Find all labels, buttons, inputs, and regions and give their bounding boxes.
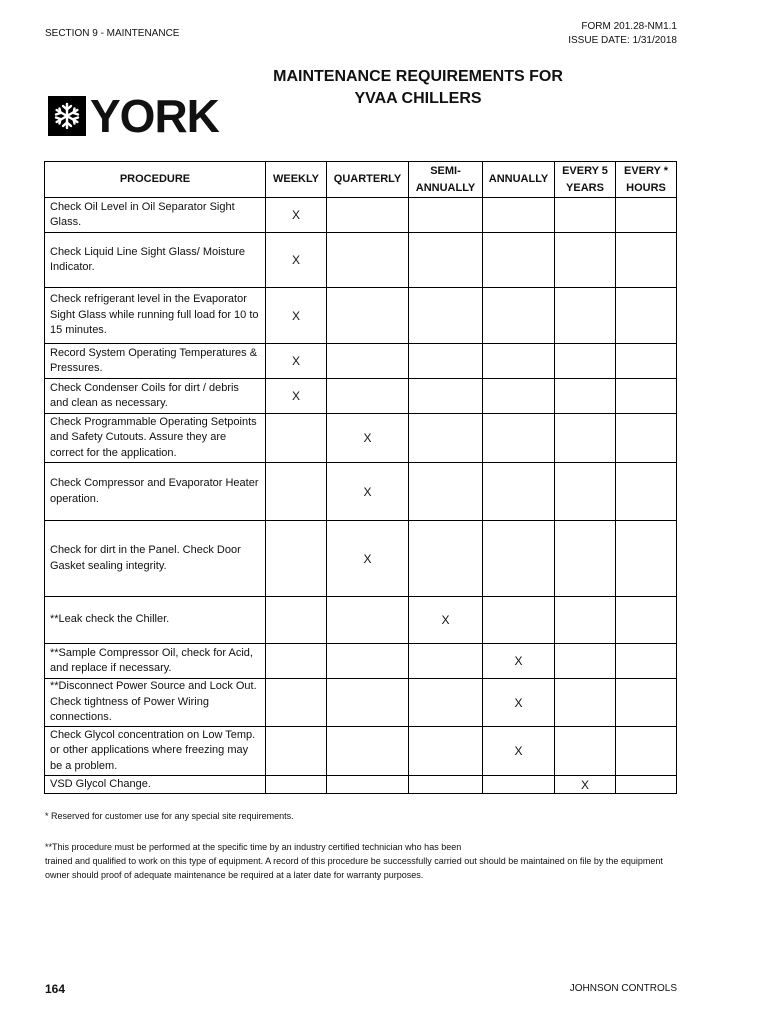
mark-quarterly: [327, 198, 409, 233]
mark-weekly: X: [266, 379, 327, 414]
title-line-2: YVAA CHILLERS: [354, 90, 482, 107]
header-every-hours: EVERY * HOURS: [616, 162, 677, 198]
mark-every-hours: [616, 233, 677, 288]
header-quarterly: QUARTERLY: [327, 162, 409, 198]
mark-semi-annually: [409, 233, 483, 288]
mark-quarterly: [327, 597, 409, 644]
mark-quarterly: X: [327, 463, 409, 521]
form-info: [568, 20, 677, 48]
procedure-cell: VSD Glycol Change.: [45, 776, 266, 794]
mark-every-5-years: [555, 198, 616, 233]
mark-quarterly: [327, 288, 409, 344]
mark-semi-annually: [409, 379, 483, 414]
issue-date: ISSUE DATE: 1/31/2018: [568, 35, 677, 46]
procedure-cell: Check Oil Level in Oil Separator Sight Glass.: [45, 198, 266, 233]
mark-weekly: [266, 521, 327, 597]
procedure-cell: Check Glycol concentration on Low Temp. or other applications where freezing may be a problem.: [45, 727, 266, 776]
title-line-1: MAINTENANCE REQUIREMENTS FOR: [273, 68, 563, 85]
mark-every-5-years: X: [555, 776, 616, 794]
table-row: [45, 379, 677, 414]
mark-annually: [483, 344, 555, 379]
mark-weekly: X: [266, 344, 327, 379]
header-every-5-years: EVERY 5 YEARS: [555, 162, 616, 198]
mark-every-5-years: [555, 288, 616, 344]
mark-every-hours: [616, 776, 677, 794]
mark-quarterly: [327, 233, 409, 288]
footnote-line-2: trained and qualified to work on this type of equipment. A record of this procedure be successfully carried out should be maintained on file by the equipment owner should proof of adequate maintenance be required at a later date for warranty purposes.: [45, 856, 663, 880]
header-semi-annually: SEMI- ANNUALLY: [409, 162, 483, 198]
mark-quarterly: [327, 344, 409, 379]
mark-quarterly: [327, 727, 409, 776]
procedure-cell: Check Liquid Line Sight Glass/ Moisture Indicator.: [45, 233, 266, 288]
mark-every-hours: [616, 679, 677, 727]
mark-every-5-years: [555, 233, 616, 288]
mark-weekly: [266, 679, 327, 727]
mark-annually: [483, 379, 555, 414]
mark-semi-annually: [409, 521, 483, 597]
mark-every-hours: [616, 288, 677, 344]
mark-annually: [483, 521, 555, 597]
mark-every-5-years: [555, 379, 616, 414]
mark-weekly: [266, 414, 327, 463]
mark-every-hours: [616, 344, 677, 379]
table-header-row: [45, 162, 677, 198]
mark-quarterly: [327, 679, 409, 727]
mark-every-5-years: [555, 463, 616, 521]
page-number: 164: [45, 982, 66, 996]
procedure-cell: Check refrigerant level in the Evaporator Sight Glass while running full load for 10 to 15 minutes.: [45, 288, 266, 344]
maintenance-table: [44, 161, 677, 794]
footnote-asterisk: * Reserved for customer use for any special site requirements.: [45, 811, 294, 821]
mark-annually: [483, 597, 555, 644]
mark-semi-annually: X: [409, 597, 483, 644]
mark-annually: X: [483, 727, 555, 776]
mark-every-5-years: [555, 344, 616, 379]
table-row: [45, 521, 677, 597]
mark-every-5-years: [555, 679, 616, 727]
mark-every-hours: [616, 597, 677, 644]
snowflake-icon: [48, 96, 86, 136]
procedure-cell: Check Compressor and Evaporator Heater operation.: [45, 463, 266, 521]
table-row: [45, 597, 677, 644]
procedure-cell: **Leak check the Chiller.: [45, 597, 266, 644]
mark-every-hours: [616, 198, 677, 233]
mark-weekly: [266, 727, 327, 776]
mark-weekly: X: [266, 288, 327, 344]
mark-every-hours: [616, 414, 677, 463]
mark-semi-annually: [409, 288, 483, 344]
mark-annually: X: [483, 644, 555, 679]
mark-every-5-years: [555, 597, 616, 644]
mark-annually: X: [483, 679, 555, 727]
header-annually: ANNUALLY: [483, 162, 555, 198]
procedure-cell: Record System Operating Temperatures & Pressures.: [45, 344, 266, 379]
mark-every-5-years: [555, 644, 616, 679]
mark-weekly: X: [266, 198, 327, 233]
mark-every-hours: [616, 521, 677, 597]
logo-text: YORK: [90, 90, 219, 142]
procedure-cell: Check for dirt in the Panel. Check Door Gasket sealing integrity.: [45, 521, 266, 597]
procedure-cell: **Disconnect Power Source and Lock Out. Check tightness of Power Wiring connections.: [45, 679, 266, 727]
mark-quarterly: [327, 776, 409, 794]
mark-semi-annually: [409, 344, 483, 379]
mark-annually: [483, 198, 555, 233]
table-row: [45, 233, 677, 288]
form-number: FORM 201.28-NM1.1: [581, 21, 677, 32]
mark-quarterly: [327, 644, 409, 679]
mark-every-hours: [616, 644, 677, 679]
section-label: SECTION 9 - MAINTENANCE: [45, 28, 180, 39]
mark-semi-annually: [409, 414, 483, 463]
mark-annually: [483, 776, 555, 794]
table-row: [45, 344, 677, 379]
table-row: [45, 414, 677, 463]
footnote-line-1: **This procedure must be performed at the specific time by an industry certified technician who has been: [45, 842, 462, 852]
table-row: [45, 288, 677, 344]
mark-every-5-years: [555, 727, 616, 776]
page-title: [220, 66, 616, 110]
mark-annually: [483, 463, 555, 521]
mark-quarterly: X: [327, 414, 409, 463]
procedure-cell: Check Programmable Operating Setpoints and Safety Cutouts. Assure they are correct for the application.: [45, 414, 266, 463]
mark-semi-annually: [409, 776, 483, 794]
procedure-cell: Check Condenser Coils for dirt / debris and clean as necessary.: [45, 379, 266, 414]
mark-weekly: [266, 776, 327, 794]
header-weekly: WEEKLY: [266, 162, 327, 198]
mark-weekly: [266, 597, 327, 644]
company-name: JOHNSON CONTROLS: [569, 983, 677, 994]
mark-every-hours: [616, 463, 677, 521]
mark-weekly: [266, 463, 327, 521]
table-row: [45, 463, 677, 521]
mark-every-hours: [616, 727, 677, 776]
header-procedure: PROCEDURE: [45, 162, 266, 198]
table-row: [45, 776, 677, 794]
mark-semi-annually: [409, 463, 483, 521]
mark-semi-annually: [409, 644, 483, 679]
mark-semi-annually: [409, 198, 483, 233]
mark-weekly: [266, 644, 327, 679]
table-row: [45, 727, 677, 776]
mark-semi-annually: [409, 727, 483, 776]
mark-annually: [483, 288, 555, 344]
mark-every-5-years: [555, 521, 616, 597]
table-row: [45, 198, 677, 233]
footnote-double-asterisk: [45, 840, 685, 882]
mark-quarterly: X: [327, 521, 409, 597]
table-row: [45, 679, 677, 727]
table-row: [45, 644, 677, 679]
mark-semi-annually: [409, 679, 483, 727]
procedure-cell: **Sample Compressor Oil, check for Acid, and replace if necessary.: [45, 644, 266, 679]
mark-weekly: X: [266, 233, 327, 288]
mark-quarterly: [327, 379, 409, 414]
york-logo: [48, 90, 219, 142]
mark-every-5-years: [555, 414, 616, 463]
mark-annually: [483, 414, 555, 463]
mark-every-hours: [616, 379, 677, 414]
mark-annually: [483, 233, 555, 288]
